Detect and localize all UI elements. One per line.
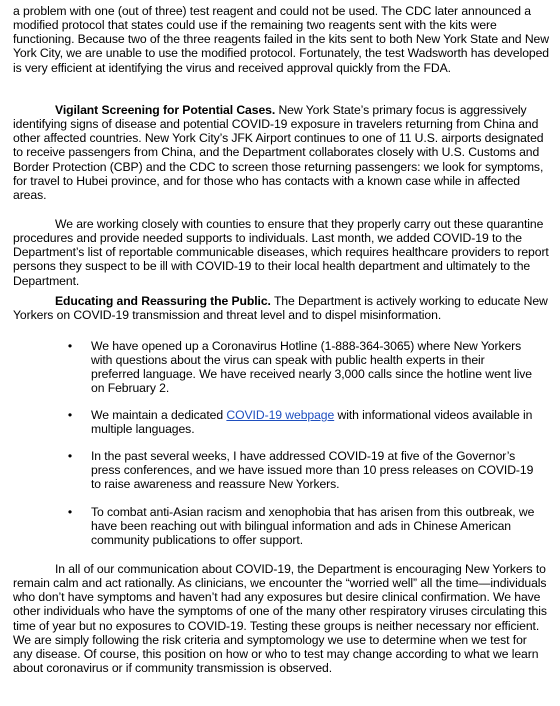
closing-paragraph: In all of our communication about COVID-19, the Department is encouraging New Yorkers to remain calm and act rationally. As clinicians, we encounter the “worried well” all the time—individuals who don’t have symptoms and haven’t had any exposures but desire clinical confirmation. We have other individuals who have the symptoms of one of the many other respiratory viruses circulating this time of year but no exposures to COVID-19. Testing these groups is neither necessary nor efficient. We are simply following the risk criteria and symptomology we use to determine when we test for any disease. Of course, this position on how or who to test may change according to what we learn about coronavirus or if community transmission is observed. <box>13 562 547 676</box>
bullet-press-text: In the past several weeks, I have addressed COVID-19 at five of the Governor’s press conferences, and we have issued more than 10 press releases on COVID-19 to raise awareness and reassure New Yorkers. <box>91 449 534 492</box>
bullet-marker: • <box>67 505 73 519</box>
counties-paragraph: We are working closely with counties to ensure that they properly carry out these quarantine procedures and provide needed supports to individuals. Last month, we added COVID-19 to the Department’s list of reportable communicable diseases, which requires healthcare providers to report persons they suspect to be ill with COVID-19 to their local health department and ultimately to the Department. <box>13 217 549 288</box>
bullet-webpage-text-after: with informational videos available in multiple languages. <box>91 408 533 437</box>
bullet-marker: • <box>67 449 73 463</box>
screening-paragraph <box>13 103 549 202</box>
bullet-marker: • <box>67 408 73 422</box>
bullet-racism <box>67 505 535 548</box>
bullet-press <box>67 449 535 492</box>
educating-body: The Department is actively working to educate New Yorkers on COVID-19 transmission and threat level and to dispel misinformation. <box>13 294 548 323</box>
bullet-hotline-text: We have opened up a Coronavirus Hotline (1-888-364-3065) where New Yorkers with questions about the virus can speak with public health experts in their preferred language. We have received nearly 3,000 calls since the hotline went live on February 2. <box>91 339 532 396</box>
bullet-racism-text: To combat anti-Asian racism and xenophobia that has arisen from this outbreak, we have been reaching out with bilingual information and ads in Chinese American community publications to offer support. <box>91 505 535 548</box>
intro-paragraph: a problem with one (out of three) test reagent and could not be used. The CDC later announced a modified protocol that states could use if the remaining two reagents sent with the kits were functioning. Because two of the three reagents failed in the kits sent to both New York State and New York City, we are unable to use the modified protocol. Fortunately, the test Wadsworth has developed is very efficient at identifying the virus and received approval quickly from the FDA. <box>13 4 549 75</box>
bullet-webpage-text-before: We maintain a dedicated <box>91 408 227 422</box>
bullet-hotline <box>67 339 535 396</box>
bullet-marker: • <box>67 339 73 353</box>
screening-heading: Vigilant Screening for Potential Cases. <box>55 103 276 117</box>
screening-body: New York State’s primary focus is aggressively identifying signs of disease and potential COVID-19 exposure in travelers returning from China and other affected countries. New York City’s JFK Airport continues to one of 11 U.S. airports designated to receive passengers from China, and the Department collaborates closely with U.S. Customs and Border Protection (CBP) and the CDC to screen those returning passengers: we look for symptoms, for travel to Hubei province, and for those who has contacts with a known case while in affected areas. <box>13 103 544 202</box>
educating-heading: Educating and Reassuring the Public. <box>55 294 271 308</box>
educating-paragraph <box>13 294 549 322</box>
bullet-webpage <box>67 408 535 437</box>
covid-webpage-link[interactable]: COVID-19 webpage <box>226 408 335 422</box>
